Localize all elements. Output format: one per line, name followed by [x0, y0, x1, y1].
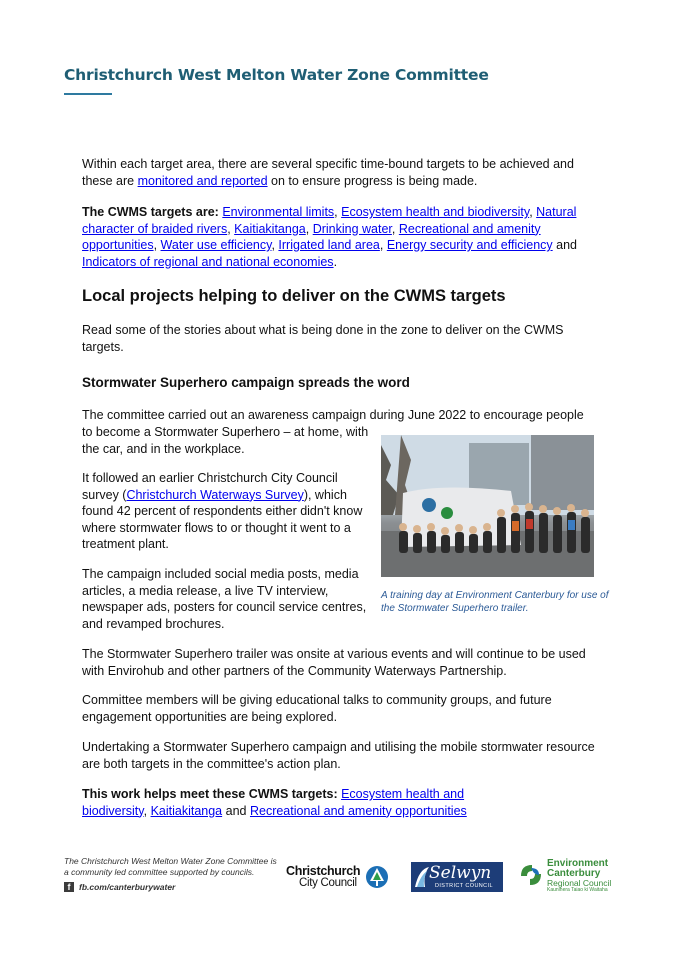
section-heading: Local projects helping to deliver on the CWMS targets	[82, 287, 506, 305]
targets-paragraph: The CWMS targets are: Environmental limits, Ecosystem health and biodiversity, Natural character of braided rivers, Kaitiakitanga, Drinking water, Recreational and amenity opportunities, Water use efficiency, Irrigated land area, Energy security and efficiency and Indicators of regional and national economies.	[82, 205, 577, 269]
targets-label: The CWMS targets are:	[82, 205, 219, 219]
target-link-drinking-water[interactable]: Drinking water	[312, 221, 392, 236]
target-link-water-use[interactable]: Water use efficiency	[160, 238, 272, 252]
footer-note: The Christchurch West Melton Water Zone Committee is a community led committee supported by councils.	[64, 856, 277, 877]
target-link-environmental-limits[interactable]: Environmental limits	[222, 205, 335, 219]
monitored-reported-link[interactable]: monitored and reported	[137, 173, 268, 188]
survey-text: It followed an earlier Christchurch City Council survey (	[82, 471, 338, 502]
survey-text-end: ), which found 42 percent of respondents either didn't know where stormwater flows to or thought it went to a treatment plant.	[82, 487, 363, 551]
story-heading: Stormwater Superhero campaign spreads the word	[82, 375, 410, 390]
story-paragraph-1-line-1: The committee carried out an awareness campaign during June 2022 to encourage people	[82, 408, 584, 422]
meets-link-kaitiakitanga[interactable]: Kaitiakitanga	[150, 803, 223, 818]
story-paragraph-5: Committee members will be giving educational talks to community groups, and future engagement opportunities are being explored.	[82, 693, 552, 724]
target-link-recreational[interactable]: Recreational and amenity opportunities	[82, 221, 541, 252]
training-day-photo	[381, 435, 594, 577]
photo-illustration	[381, 435, 594, 577]
target-link-indicators[interactable]: Indicators of regional and national economies	[82, 254, 334, 269]
ccc-logo-line-2: City Council	[299, 877, 357, 889]
christchurch-city-council-logo	[286, 862, 390, 892]
and-word: and	[225, 803, 247, 818]
selwyn-district-council-logo	[411, 862, 503, 892]
meets-link-recreational[interactable]: Recreational and amenity opportunities	[249, 803, 467, 818]
target-link-kaitiakitanga[interactable]: Kaitiakitanga	[234, 221, 306, 236]
ecan-logo-line-2: Canterbury	[547, 868, 601, 879]
target-link-energy-security[interactable]: Energy security and efficiency	[386, 238, 553, 252]
facebook-link[interactable]	[64, 882, 175, 892]
section-intro: Read some of the stories about what is being done in the zone to deliver on the CWMS targets.	[82, 323, 564, 354]
story-paragraph-1-rest: to become a Stormwater Superhero – at home, with the car, and in the workplace.	[82, 425, 369, 456]
selwyn-logo-subtitle: DISTRICT COUNCIL	[435, 883, 493, 889]
story-paragraph-6: Undertaking a Stormwater Superhero campaign and utilising the mobile stormwater resource are both targets in the committee's action plan.	[82, 740, 595, 771]
ccc-logo-line-1: Christchurch	[286, 864, 361, 878]
intro-paragraph	[82, 156, 582, 189]
environment-canterbury-logo	[518, 858, 618, 894]
photo-caption: A training day at Environment Canterbury for use of the Stormwater Superhero trailer.	[381, 590, 609, 614]
ecan-emblem-icon	[518, 862, 544, 888]
title-underline	[64, 93, 112, 95]
ecan-logo-line-4: Kaunihera Taiao ki Waitaha	[547, 887, 608, 893]
meets-targets-label: This work helps meet these CWMS targets:	[82, 787, 338, 801]
facebook-url: fb.com/canterburywater	[79, 882, 176, 892]
ccc-emblem-icon	[365, 865, 389, 889]
ecan-logo-line-1: Environment	[547, 858, 609, 869]
story-paragraph-4: The Stormwater Superhero trailer was onsite at various events and will continue to be used with Envirohub and other partners of the Community Waterways Partnership.	[82, 647, 586, 678]
committee-title: Christchurch West Melton Water Zone Committee	[64, 66, 489, 84]
target-link-irrigated-land[interactable]: Irrigated land area	[278, 238, 380, 252]
target-link-ecosystem-health[interactable]: Ecosystem health and biodiversity	[341, 205, 530, 219]
selwyn-logo-name: Selwyn	[429, 863, 492, 883]
target-link-braided-rivers[interactable]: Natural character of braided rivers	[82, 205, 577, 236]
waterways-survey-link[interactable]: Christchurch Waterways Survey	[126, 487, 304, 502]
facebook-icon: f	[64, 882, 74, 892]
ecan-logo-line-3: Regional Council	[547, 878, 612, 888]
intro-text-end: on to ensure progress is being made.	[267, 173, 478, 188]
story-paragraph-3: The campaign included social media posts, media articles, a media release, a live TV interview, newspaper ads, posters for council service centres, and revamped brochures.	[82, 567, 367, 631]
intro-text: Within each target area, there are several specific time-bound targets to be achieved and these are	[82, 157, 574, 188]
meets-targets-paragraph: This work helps meet these CWMS targets: Ecosystem health and biodiversity, Kaitiakitanga and Recreational and amenity opportunities	[82, 787, 467, 818]
story-paragraph-2	[82, 470, 372, 553]
meets-link-ecosystem-health[interactable]: Ecosystem health and biodiversity	[82, 787, 465, 818]
and-word: and	[556, 238, 577, 252]
